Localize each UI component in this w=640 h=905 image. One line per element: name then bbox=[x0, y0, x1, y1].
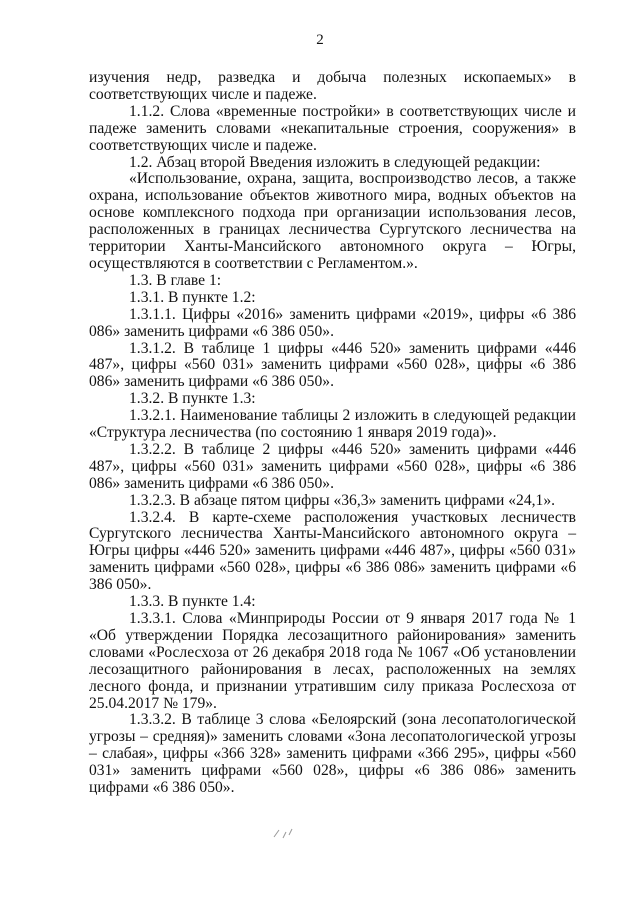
pen-stroke-mark bbox=[272, 826, 294, 840]
paragraph-1-3-2-1: 1.3.2.1. Наименование таблицы 2 изложить в следующей редакции «Структура лесничества (по состоянию 1 января 2019 года)». bbox=[89, 407, 576, 442]
paragraph-1-3-1-1: 1.3.1.1. Цифры «2016» заменить цифрами «2019», цифры «6 386 086» заменить цифрами «6 386 050». bbox=[89, 305, 576, 340]
document-body bbox=[89, 70, 576, 797]
paragraph-1-3-2-2: 1.3.2.2. В таблице 2 цифры «446 520» заменить цифрами «446 487», цифры «560 031» заменить цифрами «560 028», цифры «6 386 086» заменить цифрами «6 386 050». bbox=[89, 440, 576, 492]
paragraph-1-2: 1.2. Абзац второй Введения изложить в следующей редакции: bbox=[129, 153, 541, 171]
paragraph-1-3-2-4: 1.3.2.4. В карте-схеме расположения участковых лесничеств Сургутского лесничества Ханты-Мансийского автономного округа – Югры цифры «446 520» заменить цифрами «446 487», цифры «560 031» заменить цифрами «560 028», цифры «6 386 086» заменить цифрами «6 386 050». bbox=[89, 508, 576, 594]
paragraph-introduction-quote: «Использование, охрана, защита, воспроизводство лесов, а также охрана, использование объектов животного мира, водных объектов на основе комплексного подхода при организации использования лесов, расположенных в границах лесничества Сургутского лесничества на территории Ханты-Мансийского автономного округа – Югры, осуществляются в соответствии с Регламентом.». bbox=[89, 170, 576, 272]
paragraph-1-3: 1.3. В главе 1: bbox=[129, 271, 222, 289]
paragraph-continuation: изучения недр, разведка и добыча полезных ископаемых» в соответствующих числе и падеже. bbox=[89, 69, 576, 103]
paragraph-1-3-2-3: 1.3.2.3. В абзаце пятом цифры «36,3» заменить цифрами «24,1». bbox=[129, 491, 556, 509]
page-number: 2 bbox=[316, 32, 324, 48]
paragraph-1-3-3: 1.3.3. В пункте 1.4: bbox=[129, 593, 256, 611]
scan-mark bbox=[272, 826, 294, 843]
paragraph-1-3-1: 1.3.1. В пункте 1.2: bbox=[129, 288, 256, 306]
paragraph-1-3-2: 1.3.2. В пункте 1.3: bbox=[129, 390, 256, 408]
paragraph-1-3-1-2: 1.3.1.2. В таблице 1 цифры «446 520» заменить цифрами «446 487», цифры «560 031» заменить цифрами «560 028», цифры «6 386 086» заменить цифрами «6 386 050». bbox=[89, 339, 576, 391]
paragraph-1-3-3-2: 1.3.3.2. В таблице 3 слова «Белоярский (зона лесопатологической угрозы – средняя)» заменить словами «Зона лесопатологической угрозы – слабая», цифры «366 328» заменить цифрами «366 295», цифры «560 031» заменить цифрами «560 028», цифры «6 386 086» заменить цифрами «6 386 050». bbox=[89, 711, 576, 797]
paragraph-1-1-2: 1.1.2. Слова «временные постройки» в соответствующих числе и падеже заменить словами «некапитальные строения, сооружения» в соответствующих числе и падеже. bbox=[89, 102, 576, 154]
paragraph-1-3-3-1: 1.3.3.1. Слова «Минприроды России от 9 января 2017 года № 1 «Об утверждении Порядка лесозащитного районирования» заменить словами «Рослесхоза от 26 декабря 2018 года № 1067 «Об установлении лесозащитного районирования в лесах, расположенных на землях лесного фонда, и признании утратившим силу приказа Рослесхоза от 25.04.2017 № 179». bbox=[89, 610, 576, 712]
